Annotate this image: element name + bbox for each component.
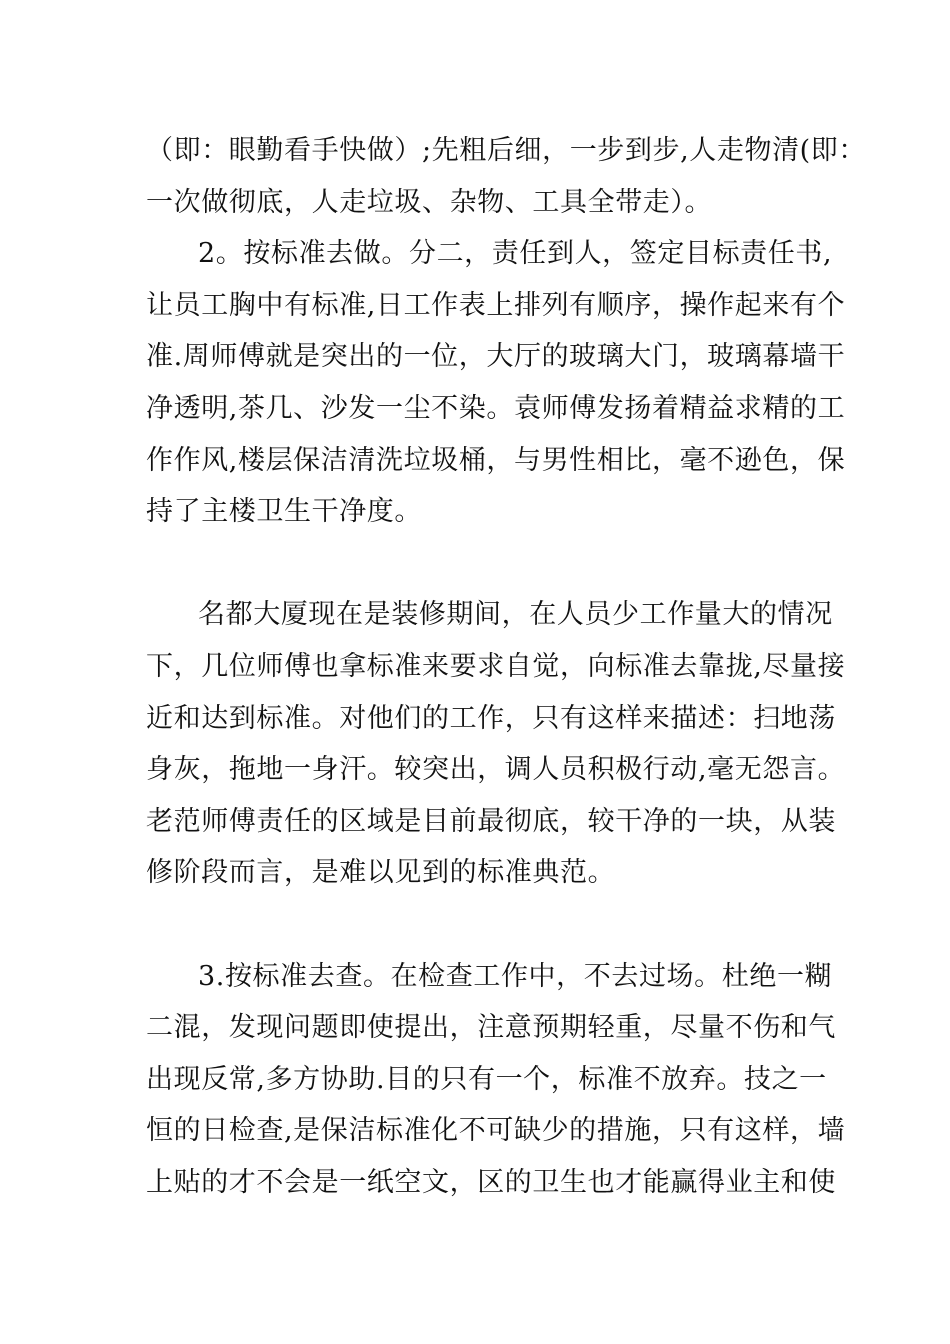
- paragraph-gap: [146, 538, 808, 590]
- paragraph-gap: [146, 899, 808, 951]
- text-line: 修阶段而言，是难以见到的标准典范。: [146, 857, 616, 889]
- document-body: [146, 125, 867, 1208]
- text-line: 净透明,茶几、沙发一尘不染。袁师傅发扬着精益求精的工: [146, 392, 846, 424]
- text-line: 一次做彻底，人走垃圾、杂物、工具全带走）。: [146, 186, 713, 218]
- text-line: 近和达到标准。对他们的工作，只有这样来描述：扫地荡: [146, 702, 836, 734]
- text-line: 作作风,楼层保洁清洗垃圾桶，与男性相比，毫不逊色，保: [146, 444, 846, 476]
- text-line: 准.周师傅就是突出的一位，大厅的玻璃大门，玻璃幕墙干: [146, 341, 846, 373]
- text-line: 出现反常,多方协助.目的只有一个，标准不放弃。技之一: [146, 1063, 827, 1095]
- text-line: 3.按标准去查。在检查工作中，不去过场。杜绝一糊: [198, 960, 833, 992]
- text-line: 上贴的才不会是一纸空文，区的卫生也才能赢得业主和使: [146, 1166, 836, 1198]
- text-line: 二混，发现问题即使提出，注意预期轻重，尽量不伤和气: [146, 1012, 836, 1044]
- text-line: 让员工胸中有标准,日工作表上排列有顺序，操作起来有个: [146, 289, 846, 321]
- text-line: 身灰，拖地一身汗。较突出，调人员积极行动,毫无怨言。: [146, 754, 846, 786]
- text-line: 老范师傅责任的区域是目前最彻底，较干净的一块，从装: [146, 805, 836, 837]
- text-line: 名都大厦现在是装修期间，在人员少工作量大的情况: [198, 599, 833, 631]
- text-line: 恒的日检查,是保洁标准化不可缺少的措施，只有这样，墙: [146, 1115, 846, 1147]
- text-line: 持了主楼卫生干净度。: [146, 496, 422, 528]
- text-line: 下，几位师傅也拿标准来要求自觉，向标准去靠拢,尽量接: [146, 650, 846, 682]
- text-line: （即：眼勤看手快做）;先粗后细，一步到步,人走物清(即：: [146, 135, 867, 166]
- text-line: 2。按标准去做。分二，责任到人，签定目标责任书,: [198, 238, 833, 270]
